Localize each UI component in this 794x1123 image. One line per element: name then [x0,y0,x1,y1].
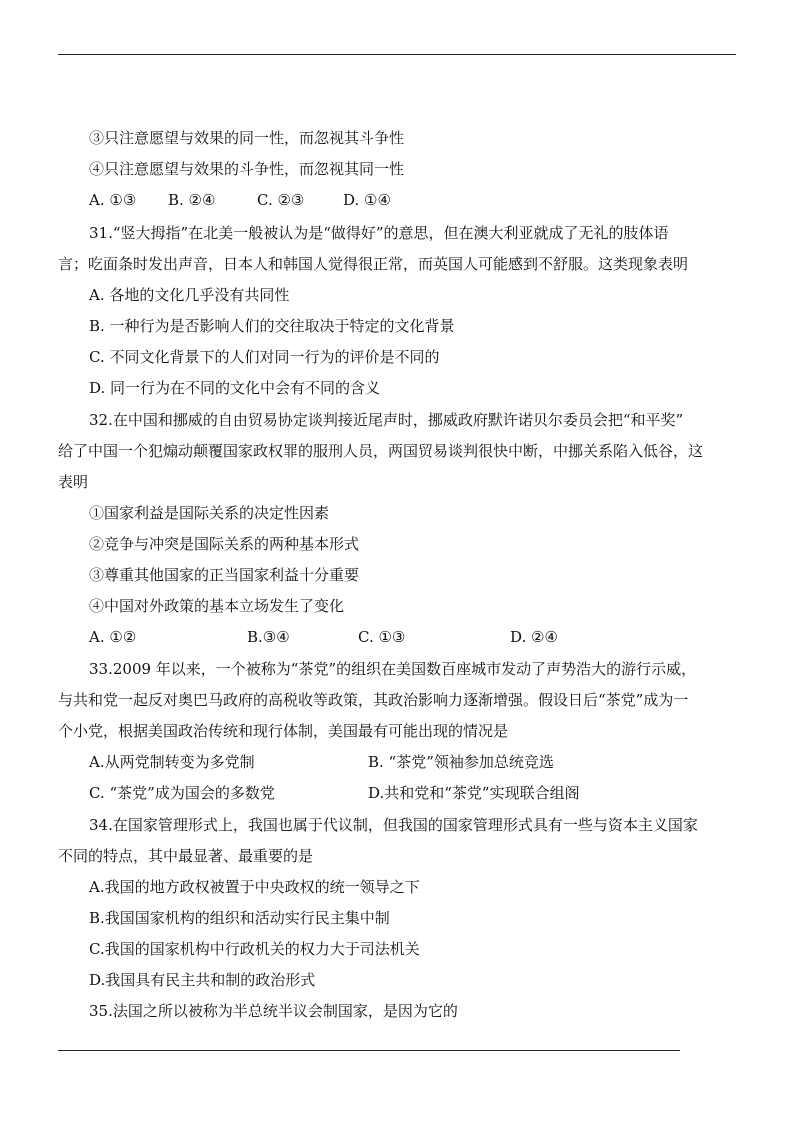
q32-option-d: D. ②④ [510,628,558,646]
q30-option-a: A. ①③ [89,191,137,209]
q34-option-b: B.我国国家机构的组织和活动实行民主集中制 [89,909,390,927]
q32-option-a: A. ①② [89,628,137,646]
q32-stem-line-1: 32.在中国和挪威的自由贸易协定谈判接近尾声时，挪威政府默许诺贝尔委员会把“和平奖” [89,411,684,429]
q32-option-c: C. ①③ [358,628,406,646]
q32-item-1: ①国家利益是国际关系的决定性因素 [89,504,330,522]
q35-stem-line-1: 35.法国之所以被称为半总统半议会制国家，是因为它的 [89,1002,458,1020]
q30-item-4: ④只注意愿望与效果的斗争性，而忽视其同一性 [89,160,405,178]
q30-item-3: ③只注意愿望与效果的同一性，而忽视其斗争性 [89,129,405,147]
q30-option-c: C. ②③ [257,191,305,209]
q32-item-3: ③尊重其他国家的正当国家利益十分重要 [89,566,360,584]
q33-stem-line-3: 个小党，根据美国政治传统和现行体制，美国最有可能出现的情况是 [58,722,509,740]
q32-item-2: ②竞争与冲突是国际关系的两种基本形式 [89,535,360,553]
q31-option-b: B. 一种行为是否影响人们的交往取决于特定的文化背景 [89,317,455,335]
q33-option-a: A.从两党制转变为多党制 [89,753,255,771]
q34-option-a: A.我国的地方政权被置于中央政权的统一领导之下 [89,878,420,896]
q33-option-c: C. “茶党”成为国会的多数党 [89,784,275,802]
q32-item-4: ④中国对外政策的基本立场发生了变化 [89,597,345,615]
q33-stem-line-1: 33.2009 年以来，一个被称为“茶党”的组织在美国数百座城市发动了声势浩大的游行示威， [89,660,697,678]
q32-stem-line-2: 给了中国一个犯煽动颠覆国家政权罪的服刑人员，两国贸易谈判很快中断，中挪关系陷入低谷，这 [58,442,704,460]
q34-option-d: D.我国具有民主共和制的政治形式 [89,971,316,989]
q31-option-c: C. 不同文化背景下的人们对同一行为的评价是不同的 [89,348,440,366]
q33-stem-line-2: 与共和党一起反对奥巴马政府的高税收等政策，其政治影响力逐渐增强。假设日后“茶党”成为一 [58,691,689,709]
q33-option-d: D.共和党和“茶党”实现联合组阁 [368,784,580,802]
q32-option-b: B.③④ [247,628,290,646]
q31-option-a: A. 各地的文化几乎没有共同性 [89,286,290,304]
q32-stem-line-3: 表明 [58,473,89,491]
header-rule [58,54,736,55]
q31-option-d: D. 同一行为在不同的文化中会有不同的含义 [89,379,381,397]
q31-stem-line-2: 言；吃面条时发出声音，日本人和韩国人觉得很正常，而英国人可能感到不舒服。这类现象表明 [58,255,689,273]
footer-rule [58,1050,680,1051]
q30-option-b: B. ②④ [168,191,216,209]
q31-stem-line-1: 31.“竖大拇指”在北美一般被认为是“做得好”的意思，但在澳大利亚就成了无礼的肢体语 [89,224,669,242]
q33-option-b: B. “茶党”领袖参加总统竞选 [368,753,554,771]
q34-stem-line-2: 不同的特点，其中最显著、最重要的是 [58,847,314,865]
q34-option-c: C.我国的国家机构中行政机关的权力大于司法机关 [89,940,420,958]
q30-option-d: D. ①④ [343,191,391,209]
q34-stem-line-1: 34.在国家管理形式上，我国也属于代议制，但我国的国家管理形式具有一些与资本主义国家 [89,816,698,834]
